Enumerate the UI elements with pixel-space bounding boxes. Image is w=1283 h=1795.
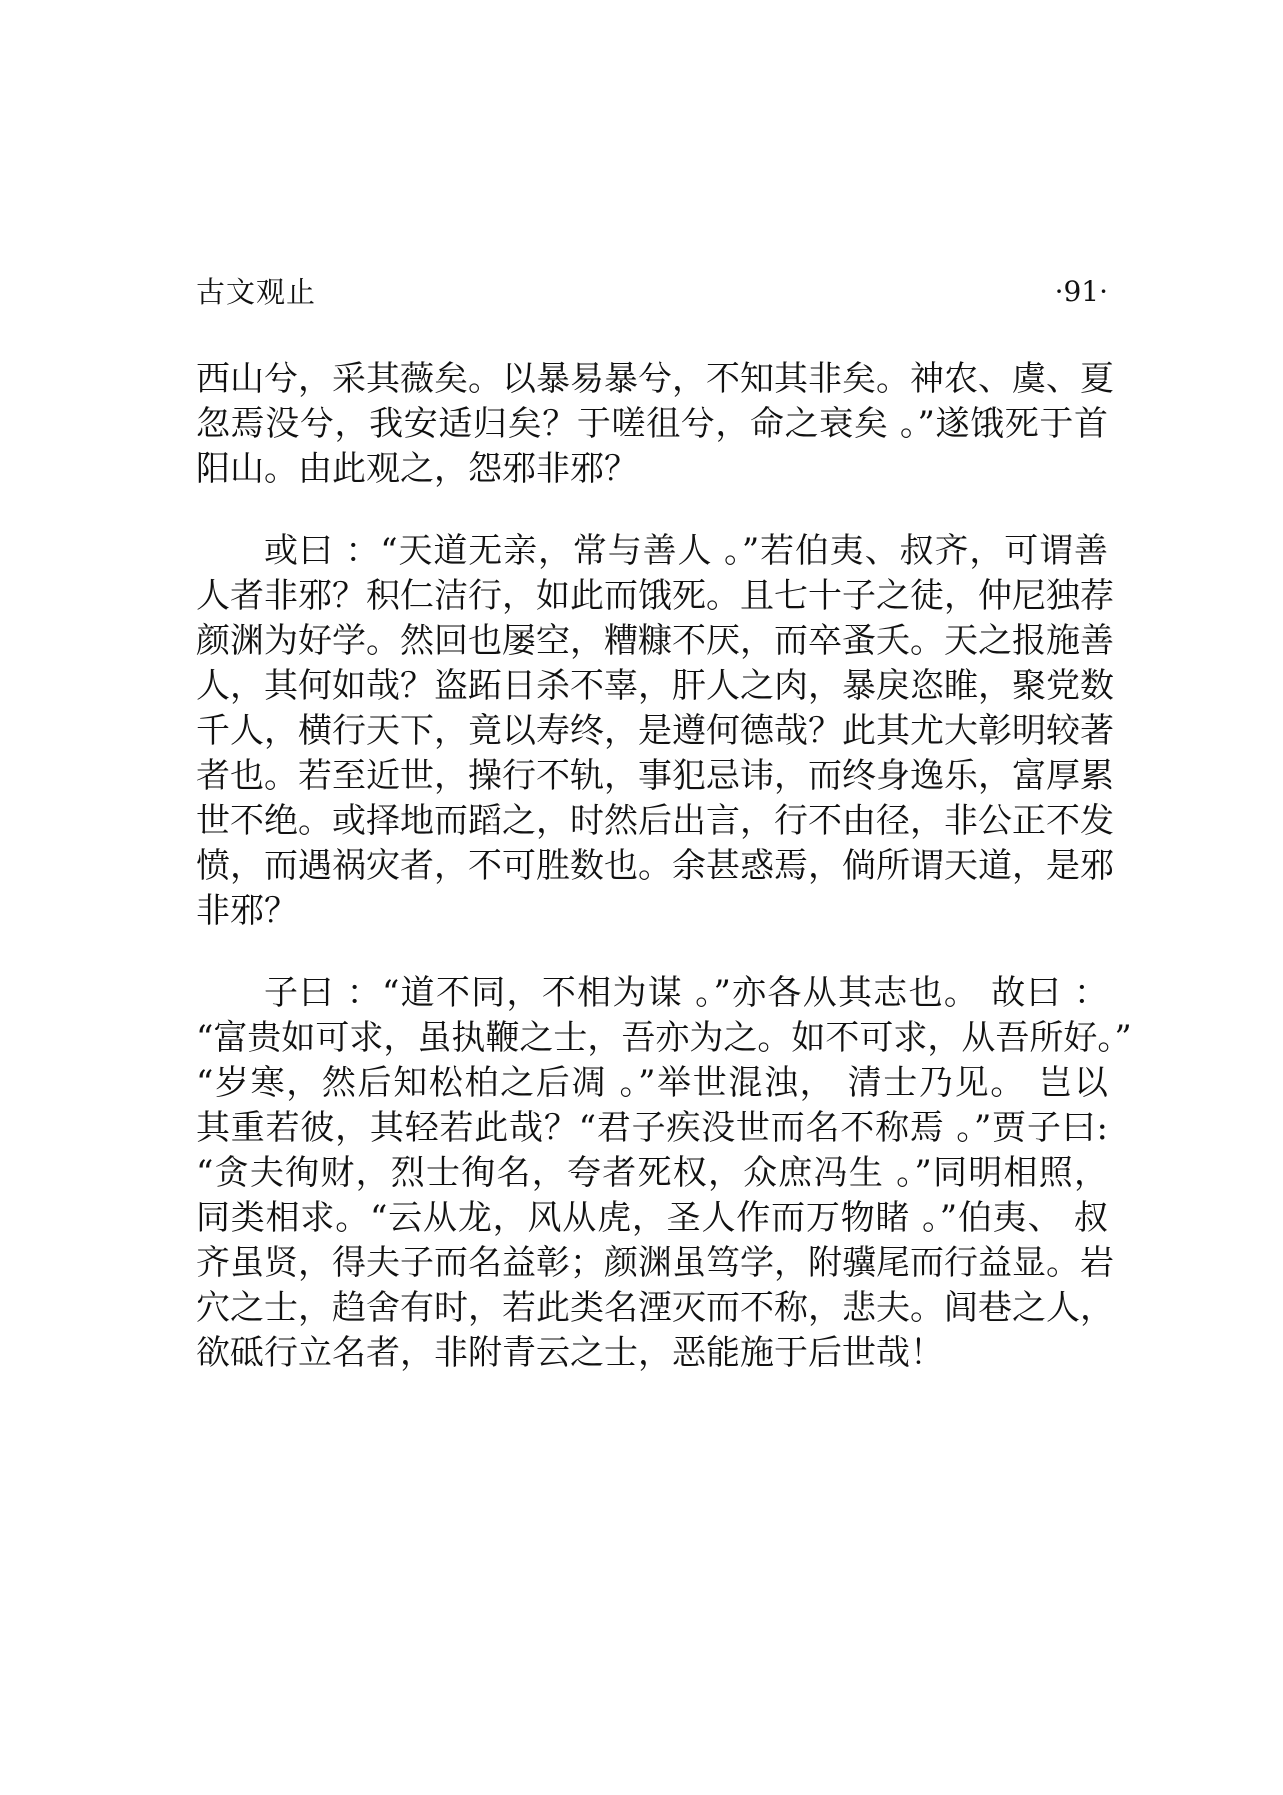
- body-text: [196, 357, 1132, 1376]
- running-header: [196, 270, 1116, 314]
- text-line: 西山兮，采其薇矣。以暴易暴兮，不知其非矣。神农、虞、夏: [196, 359, 1114, 399]
- text-line: 者也。若至近世，操行不轨，事犯忌讳，而终身逸乐，富厚累: [196, 756, 1114, 796]
- text-line: “贪夫徇财，烈士徇名，夸者死权，众庶冯生 。”同明相照，: [196, 1153, 1108, 1193]
- text-line: 子曰 ：“道不同，不相为谋 。”亦各从其志也。 故曰 ：: [264, 973, 1108, 1013]
- book-title: 古文观止: [196, 275, 317, 309]
- text-line: 非邪？: [196, 891, 298, 931]
- paragraph-gap: [196, 934, 1108, 971]
- text-line: 齐虽贤，得夫子而名益彰；颜渊虽笃学，附骥尾而行益显。岩: [196, 1243, 1114, 1283]
- text-line: 同类相求。“云从龙，风从虎，圣人作而万物睹 。”伯夷、 叔: [196, 1198, 1108, 1238]
- text-line: 阳山。由此观之，怨邪非邪？: [196, 449, 638, 489]
- text-line: 世不绝。或择地而蹈之，时然后出言，行不由径，非公正不发: [196, 801, 1114, 841]
- text-line: 颜渊为好学。然回也屡空，糟糠不厌，而卒蚤夭。天之报施善: [196, 621, 1114, 661]
- text-line: 穴之士，趋舍有时，若此类名湮灭而不称，悲夫。闾巷之人，: [196, 1288, 1114, 1328]
- text-line: 其重若彼，其轻若此哉？“君子疾没世而名不称焉 。”贾子曰:: [196, 1108, 1108, 1148]
- text-line: 人，其何如哉？盗跖日杀不辜，肝人之肉，暴戾恣睢，聚党数: [196, 666, 1114, 706]
- text-line: “富贵如可求，虽执鞭之士，吾亦为之。如不可求，从吾所好。”: [196, 1018, 1132, 1058]
- text-line: 忽焉没兮，我安适归矣？于嗟徂兮，命之衰矣 。”遂饿死于首: [196, 404, 1108, 444]
- text-line: 千人，横行天下，竟以寿终，是遵何德哉？此其尤大彰明较著: [196, 711, 1114, 751]
- paragraph-gap: [196, 492, 1108, 529]
- text-line: 欲砥行立名者，非附青云之士，恶能施于后世哉！: [196, 1333, 944, 1373]
- text-line: 人者非邪？积仁洁行，如此而饿死。且七十子之徒，仲尼独荐: [196, 576, 1114, 616]
- text-line: 愤，而遇祸灾者，不可胜数也。余甚惑焉，倘所谓天道，是邪: [196, 846, 1114, 886]
- paragraph-1: [196, 357, 1114, 492]
- paragraph-2: [196, 529, 1114, 934]
- text-line: 或曰 ：“天道无亲，常与善人 。”若伯夷、叔齐，可谓善: [264, 531, 1108, 571]
- text-line: “岁寒，然后知松柏之后凋 。”举世混浊， 清士乃见。 岂以: [196, 1063, 1108, 1103]
- page-number: ·91·: [1054, 275, 1108, 308]
- paragraph-3: [196, 971, 1132, 1376]
